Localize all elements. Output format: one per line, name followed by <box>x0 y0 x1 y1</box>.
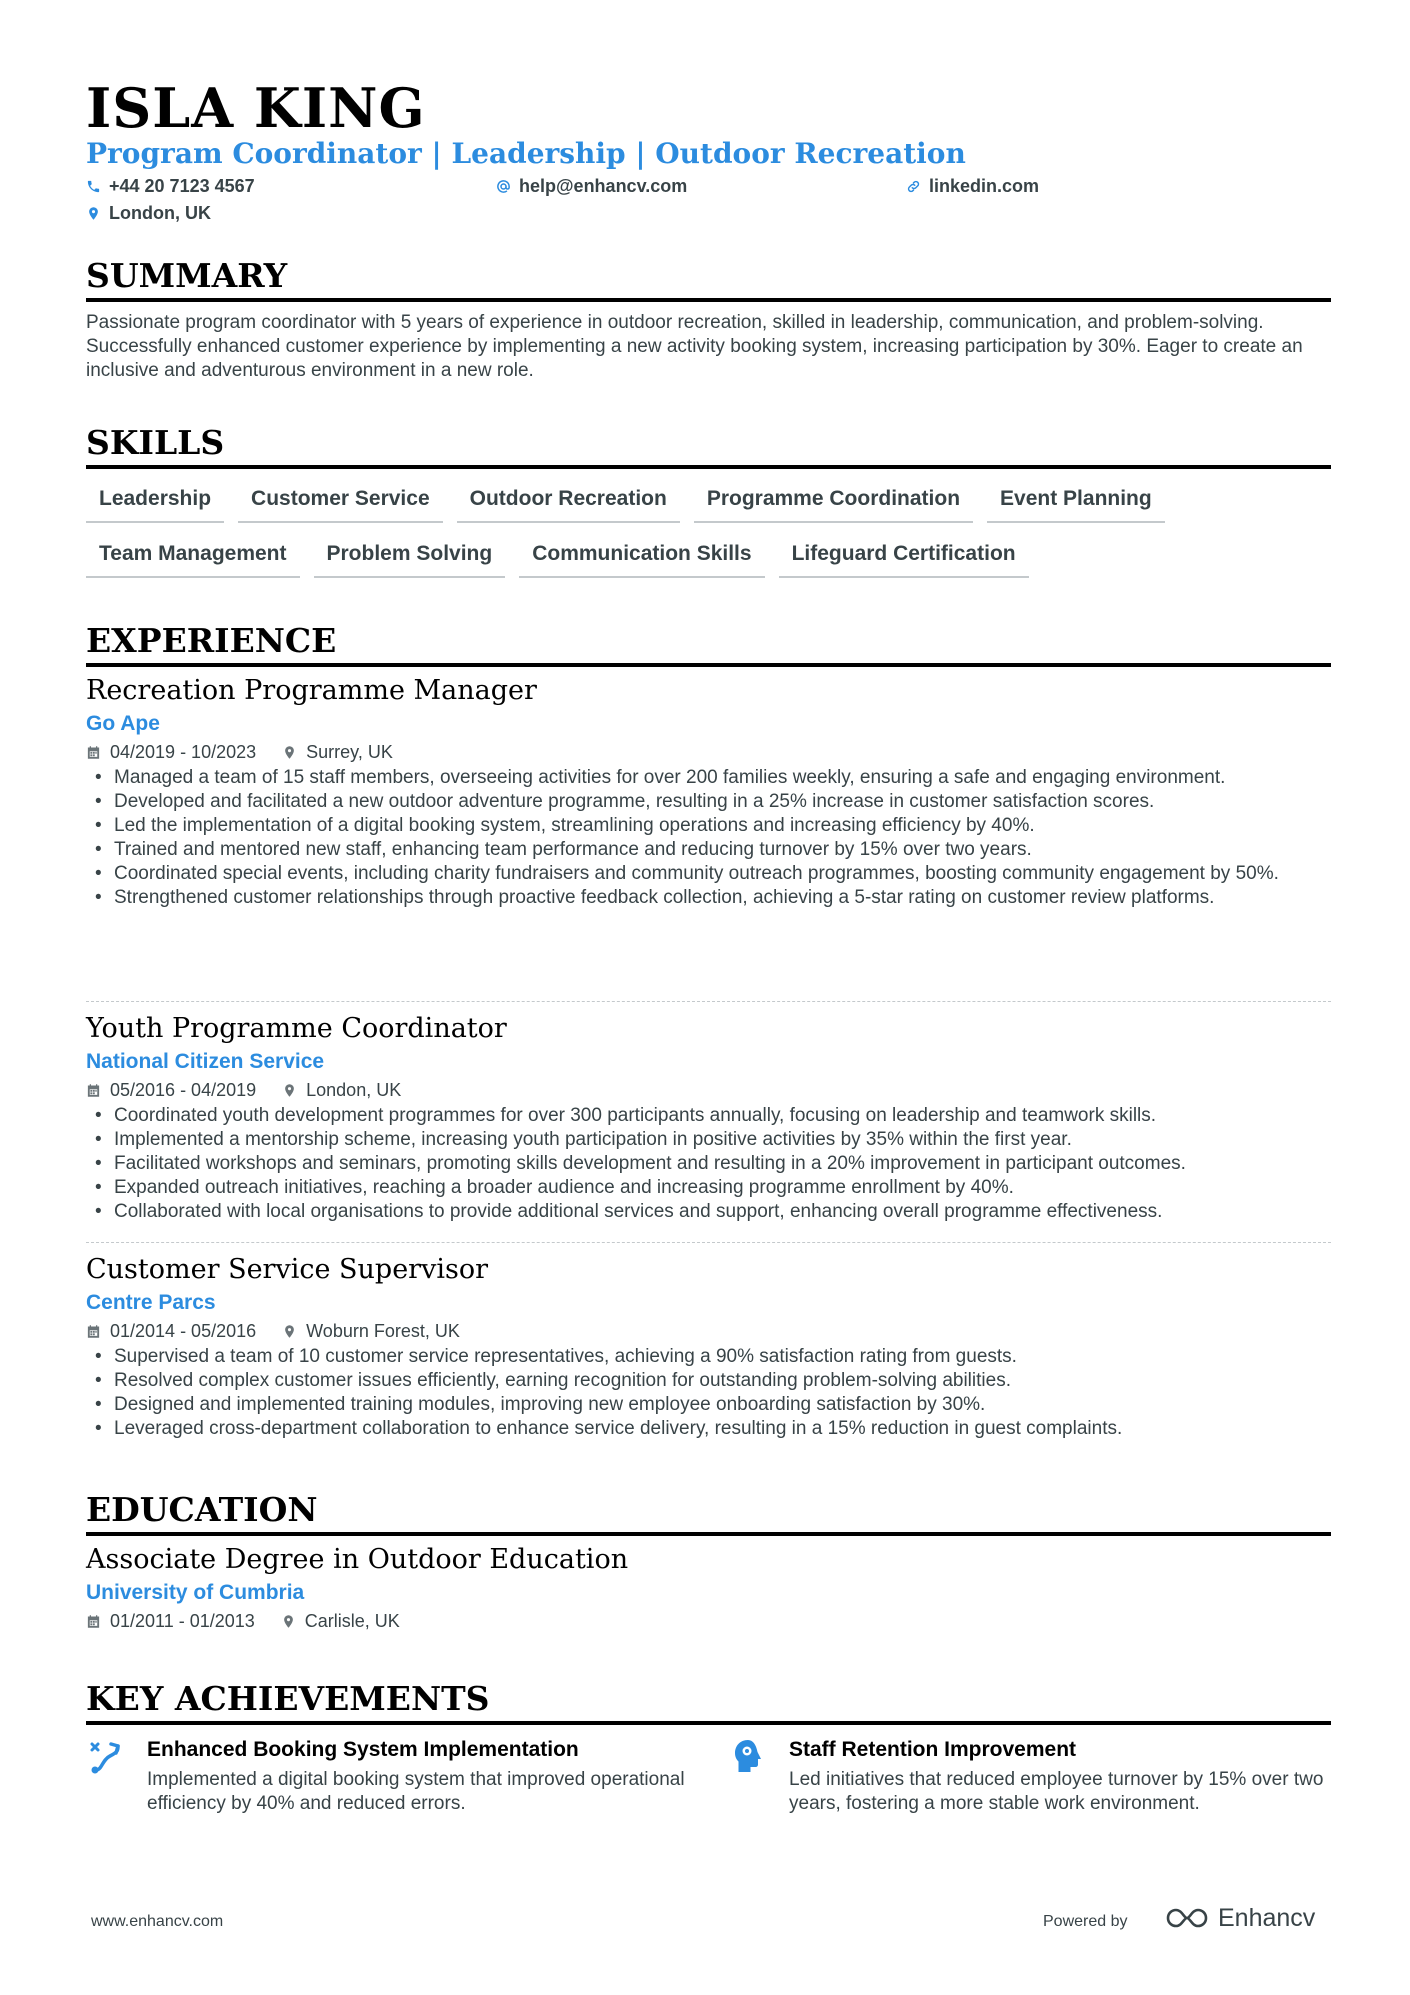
skill-tag: Customer Service <box>238 486 443 523</box>
degree-title: Associate Degree in Outdoor Education <box>86 1544 629 1575</box>
contact-phone[interactable] <box>86 174 255 198</box>
company-name[interactable]: Centre Parcs <box>86 1291 216 1314</box>
summary-text: Passionate program coordinator with 5 years of experience in outdoor recreation, skilled in leadership, communication, and problem-solving. Successfully enhanced customer experience by implementing a new activity booking system, increasing participation by 30%. Eager to create an inclusive and adventurous environment in a new role. <box>86 312 1303 381</box>
job-dates: 01/2014 - 05/2016 <box>110 1321 257 1341</box>
linkedin-text: linkedin.com <box>929 176 1040 196</box>
job-title: Recreation Programme Manager <box>86 675 537 706</box>
achievement-title: Enhanced Booking System Implementation <box>147 1738 579 1761</box>
job-bullets <box>86 766 1331 910</box>
education-meta <box>86 1607 1331 1635</box>
location-pin-icon <box>281 1614 296 1629</box>
route-icon <box>86 1736 126 1776</box>
skill-tag: Problem Solving <box>314 541 506 578</box>
job-title: Customer Service Supervisor <box>86 1254 488 1285</box>
contact-linkedin[interactable] <box>906 174 1039 198</box>
summary-heading: SUMMARY <box>86 256 1331 302</box>
job-meta <box>86 738 1331 766</box>
footer-website[interactable]: www.enhancv.com <box>91 1913 224 1930</box>
at-icon <box>496 179 511 194</box>
job-meta <box>86 1317 1331 1345</box>
achievement-item <box>728 1736 1328 1816</box>
bullet-item: • Led the implementation of a digital booking system, streamlining operations and increasing efficiency by 40%. <box>86 814 1331 838</box>
education-dates: 01/2011 - 01/2013 <box>110 1611 255 1631</box>
skill-tag: Programme Coordination <box>694 486 973 523</box>
bullet-item: • Supervised a team of 10 customer service representatives, achieving a 90% satisfaction rating from guests. <box>86 1345 1331 1369</box>
phone-icon <box>86 179 101 194</box>
school-name[interactable]: University of Cumbria <box>86 1581 305 1604</box>
bullet-item: • Strengthened customer relationships through proactive feedback collection, achieving a 5-star rating on customer review platforms. <box>86 886 1331 910</box>
calendar-icon <box>86 745 101 760</box>
head-icon <box>728 1736 768 1776</box>
contact-location <box>86 201 211 225</box>
footer-brand[interactable] <box>1164 1905 1315 1931</box>
bullet-item: • Facilitated workshops and seminars, promoting skills development and resulting in a 20% improvement in participant outcomes. <box>86 1152 1331 1176</box>
bullet-item: • Collaborated with local organisations to provide additional services and support, enhancing overall programme effectiveness. <box>86 1200 1331 1224</box>
candidate-headline: Program Coordinator | Leadership | Outdoor Recreation <box>86 137 966 170</box>
calendar-icon <box>86 1083 101 1098</box>
job-entry <box>86 1253 1331 1441</box>
achievement-item <box>86 1736 686 1816</box>
email-text: help@enhancv.com <box>519 176 688 196</box>
job-location: London, UK <box>306 1080 402 1100</box>
bullet-item: • Expanded outreach initiatives, reaching a broader audience and increasing programme enrollment by 40%. <box>86 1176 1331 1200</box>
job-bullets <box>86 1104 1331 1224</box>
skills-heading: SKILLS <box>86 423 1331 469</box>
skill-tag: Lifeguard Certification <box>779 541 1029 578</box>
skills-row <box>86 541 1331 578</box>
link-icon <box>906 179 921 194</box>
company-name[interactable]: Go Ape <box>86 712 160 735</box>
bullet-item: • Resolved complex customer issues efficiently, earning recognition for outstanding problem-solving abilities. <box>86 1369 1331 1393</box>
job-bullets <box>86 1345 1331 1441</box>
job-dates: 04/2019 - 10/2023 <box>110 742 257 762</box>
location-pin-icon <box>86 206 101 221</box>
bullet-item: • Leveraged cross-department collaboration to enhance service delivery, resulting in a 15% reduction in guest complaints. <box>86 1417 1331 1441</box>
job-title: Youth Programme Coordinator <box>86 1013 507 1044</box>
achievement-title: Staff Retention Improvement <box>789 1738 1077 1761</box>
candidate-name: ISLA KING <box>86 76 426 140</box>
bullet-item: • Implemented a mentorship scheme, increasing youth participation in positive activities by 35% within the first year. <box>86 1128 1331 1152</box>
bullet-item: • Managed a team of 15 staff members, overseeing activities for over 200 families weekly, ensuring a safe and engaging environment. <box>86 766 1331 790</box>
location-text: London, UK <box>109 203 211 223</box>
company-name[interactable]: National Citizen Service <box>86 1050 325 1073</box>
job-divider <box>86 1001 1331 1002</box>
education-heading: EDUCATION <box>86 1490 1331 1536</box>
bullet-item: • Developed and facilitated a new outdoor adventure programme, resulting in a 25% increase in customer satisfaction scores. <box>86 790 1331 814</box>
location-pin-icon <box>282 1083 297 1098</box>
job-location: Woburn Forest, UK <box>306 1321 460 1341</box>
job-location: Surrey, UK <box>306 742 393 762</box>
skills-row <box>86 486 1331 523</box>
bullet-item: • Coordinated special events, including charity fundraisers and community outreach programmes, boosting community engagement by 50%. <box>86 862 1331 886</box>
skills-list <box>86 486 1331 596</box>
education-location: Carlisle, UK <box>304 1611 400 1631</box>
calendar-icon <box>86 1614 101 1629</box>
skill-tag: Communication Skills <box>519 541 764 578</box>
job-entry <box>86 1012 1331 1224</box>
footer-powered-by: Powered by <box>1043 1913 1128 1930</box>
experience-heading: EXPERIENCE <box>86 621 1331 667</box>
achievement-desc: Led initiatives that reduced employee turnover by 15% over two years, fostering a more stable work environment. <box>789 1769 1324 1814</box>
calendar-icon <box>86 1324 101 1339</box>
education-entry <box>86 1543 1331 1635</box>
bullet-item: • Coordinated youth development programmes for over 300 participants annually, focusing on leadership and teamwork skills. <box>86 1104 1331 1128</box>
achievements-heading: KEY ACHIEVEMENTS <box>86 1679 1331 1725</box>
bullet-item: • Trained and mentored new staff, enhancing team performance and reducing turnover by 15% over two years. <box>86 838 1331 862</box>
brand-text: Enhancv <box>1218 1904 1316 1932</box>
skill-tag: Outdoor Recreation <box>457 486 680 523</box>
achievement-desc: Implemented a digital booking system that improved operational efficiency by 40% and reduced errors. <box>147 1769 685 1814</box>
bullet-item: • Designed and implemented training modules, improving new employee onboarding satisfaction by 30%. <box>86 1393 1331 1417</box>
skill-tag: Team Management <box>86 541 300 578</box>
job-entry <box>86 674 1331 910</box>
job-dates: 05/2016 - 04/2019 <box>110 1080 257 1100</box>
contact-email[interactable] <box>496 174 687 198</box>
location-pin-icon <box>282 745 297 760</box>
phone-text: +44 20 7123 4567 <box>109 176 255 196</box>
job-meta <box>86 1076 1331 1104</box>
skill-tag: Event Planning <box>987 486 1165 523</box>
enhancv-logo-icon <box>1164 1905 1210 1931</box>
job-divider <box>86 1242 1331 1243</box>
location-pin-icon <box>282 1324 297 1339</box>
skill-tag: Leadership <box>86 486 224 523</box>
